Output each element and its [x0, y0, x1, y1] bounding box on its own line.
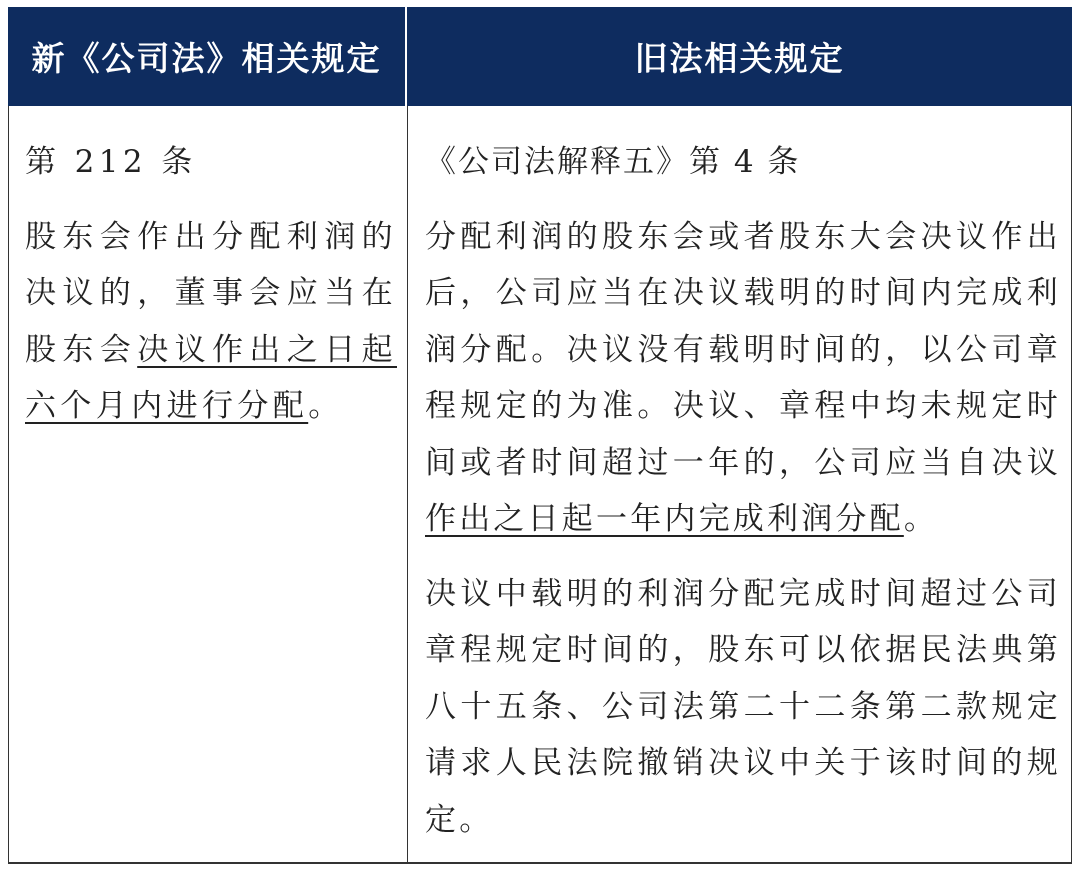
table-row — [8, 106, 1072, 864]
old-law-paragraph-2: 决议中载明的利润分配完成时间超过公司章程规定时间的，股东可以依据民法典第八十五条、公司法第二十二条第二款规定请求人民法院撤销决议中关于该时间的规定。 — [425, 575, 1061, 838]
old-law-article: 《公司法解释五》第 4 条 — [425, 144, 801, 180]
new-law-cell — [9, 106, 408, 862]
new-law-article: 第 212 条 — [25, 144, 197, 180]
new-law-underlined-text: 决议作出之日起六个月内进行分配 — [25, 331, 397, 424]
new-law-paragraph — [25, 209, 397, 435]
old-law-period: 。 — [903, 501, 939, 537]
header-new-law: 新《公司法》相关规定 — [8, 7, 407, 106]
new-law-text: 股东会作出分配利润的决议的，董事会应当在股东会 — [25, 218, 397, 368]
new-law-period: 。 — [308, 388, 344, 424]
old-law-text: 分配利润的股东会或者股东大会决议作出后，公司应当在决议载明的时间内完成利润分配。决议没有载明时间的，以公司章程规定的为准。决议、章程中均未规定时间或者时间超过一年的，公司应当自决议 — [425, 218, 1061, 481]
table-header — [8, 7, 1072, 106]
old-law-paragraph-1 — [425, 209, 1061, 548]
header-old-law: 旧法相关规定 — [634, 39, 845, 78]
old-law-cell — [408, 106, 1071, 862]
comparison-table — [8, 7, 1072, 864]
old-law-underlined-text: 作出之日起一年内完成利润分配 — [425, 501, 904, 537]
